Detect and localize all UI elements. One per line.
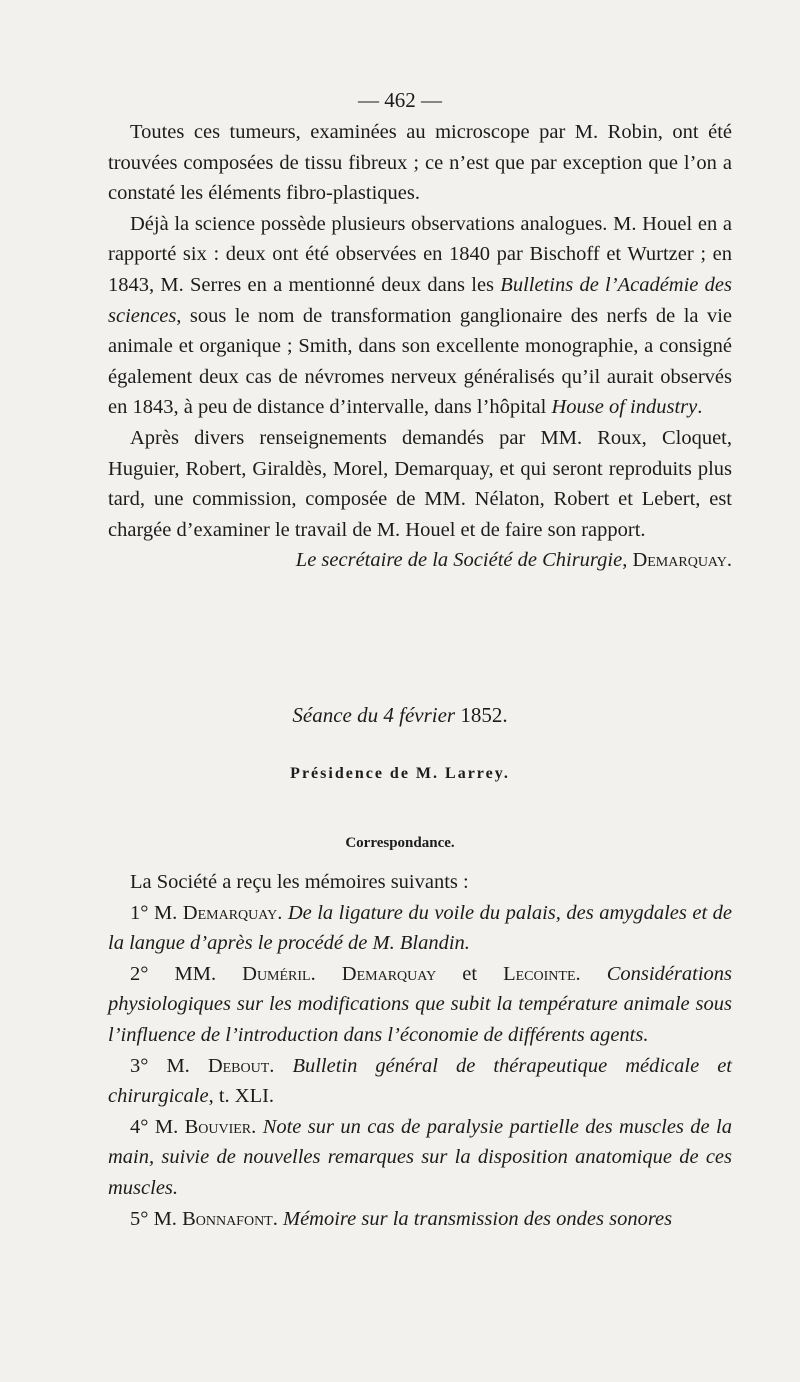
page-number: — 462 — (358, 88, 442, 112)
session-heading: Séance du 4 février 1852. (292, 703, 508, 727)
list-item: 3° M. Debout. Bulletin général de thérapeutique médicale et chirurgicale, t. XLI. (108, 1054, 732, 1108)
paragraph-3: Après divers renseignements demandés par MM. Roux, Cloquet, Huguier, Robert, Giraldès, Morel, Demarquay, et qui seront reproduits plus tard, une commission, composée de MM. Nélaton, Robert et Lebert, est chargée d’examiner le travail de M. Houel et de faire son rapport. (108, 426, 732, 541)
paragraph-1: Toutes ces tumeurs, examinées au microscope par M. Robin, ont été trouvées composées de tissu fibreux ; ce n’est que par exception que l’on a constaté les éléments fibro-plastiques. (108, 121, 732, 205)
body-text (108, 117, 732, 576)
list-item: 2° MM. Duméril. Demarquay et Lecointe. Considérations physiologiques sur les modifications que subit la température animale sous l’influence de l’introduction dans l’économie de différents agents. (108, 962, 732, 1046)
list-item: 4° M. Bouvier. Note sur un cas de paralysie partielle des muscles de la main, suivie de nouvelles remarques sur la disposition anatomique de ces muscles. (108, 1115, 732, 1199)
correspondence-list (108, 867, 732, 1234)
list-item: 1° M. Demarquay. De la ligature du voile du palais, des amygdales et de la langue d’après le procédé de M. Blandin. (108, 901, 733, 955)
list-intro: La Société a reçu les mémoires suivants : (130, 871, 469, 893)
signature: Le secrétaire de la Société de Chirurgie, Demarquay. (295, 549, 732, 572)
presidency-heading: Présidence de M. Larrey. (290, 765, 510, 782)
paragraph-2: Déjà la science possède plusieurs observations analogues. M. Houel en a rapporté six : deux ont été observées en 1840 par Bischoff et Wurtzer ; en 1843, M. Serres en a mentionné deux dans les Bulletins de l’Académie des sciences, sous le nom de transformation ganglionaire des nerfs de la vie animale et organique ; Smith, dans son excellente monographie, a consigné également deux cas de névromes nerveux généralisés qu’il aurait observés en 1843, à peu de distance d’intervalle, dans l’hôpital House of industry. (108, 212, 732, 419)
list-item: 5° M. Bonnafont. Mémoire sur la transmission des ondes sonores (130, 1207, 673, 1230)
correspondence-heading: Correspondance. (345, 835, 455, 851)
